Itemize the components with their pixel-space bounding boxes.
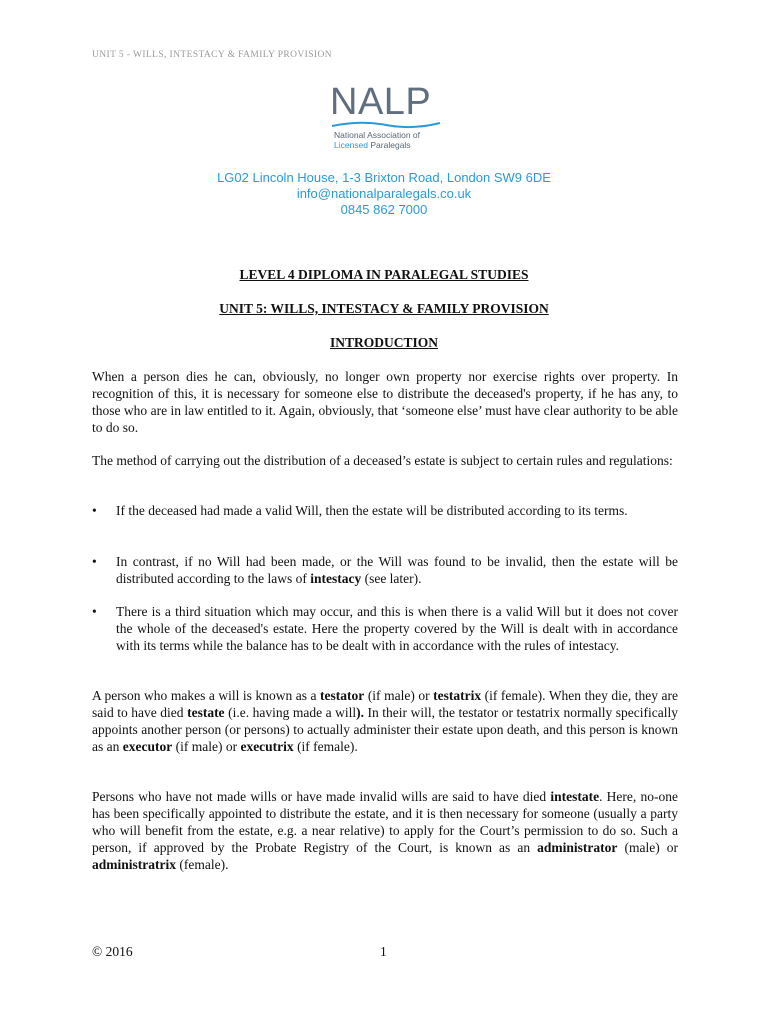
bullet-icon: • [92, 503, 97, 518]
text-run: (female). [176, 857, 229, 872]
diploma-title: LEVEL 4 DIPLOMA IN PARALEGAL STUDIES [239, 267, 529, 282]
text-run: (if male) or [364, 688, 434, 703]
term-administrator: administrator [537, 840, 618, 855]
term-executrix: executrix [240, 739, 294, 754]
text-run: (if male) or [172, 739, 241, 754]
contact-address: LG02 Lincoln House, 1-3 Brixton Road, London SW9 6DE [217, 170, 551, 185]
footer-copyright: © 2016 [92, 944, 133, 959]
section-title: INTRODUCTION [329, 335, 438, 350]
logo-subtitle-rest: Paralegals [368, 140, 411, 150]
bullet-text [116, 553, 678, 587]
text-run: (male) or [617, 840, 678, 855]
text-run: A person who makes a will is known as a [92, 688, 321, 703]
text-run: (i.e. having made a will [224, 705, 357, 720]
term-testate: testate [187, 705, 225, 720]
paragraph-testator [92, 687, 678, 755]
text-run: Persons who have not made wills or have made invalid wills are said to have died [92, 789, 551, 804]
contact-email[interactable]: info@nationalparalegals.co.uk [296, 186, 472, 201]
bullet-text: If the deceased had made a valid Will, then the estate will be distributed according to its terms. [116, 503, 628, 518]
text-run: In contrast, if no Will had been made, or the Will was found to be invalid, then the estate will be distributed according to the laws of [116, 554, 678, 586]
paragraph-method: The method of carrying out the distribution of a deceased’s estate is subject to certain rules and regulations: [92, 453, 673, 468]
text-run: In their will, the testator or testatrix normally specifically appoints another person (or persons) to actually administer their estate upon death, and this person is known as an [92, 705, 678, 754]
text-run: ). [356, 705, 365, 720]
bullet-icon: • [92, 554, 97, 569]
text-run: . Here, no-one has been specifically appointed to distribute the estate, and it is then necessary for someone (usually a party who will benefit from the estate, e.g. a near relative) to apply for the Court’s permission to do so. Such a person, if approved by the Probate Registry of the Court, is known as an [92, 789, 678, 855]
bullet-text: There is a third situation which may occur, and this is when there is a valid Will but it does not cover the whole of the deceased's estate. Here the property covered by the Will is dealt with in accordance with its terms while the balance has to be dealt with in accordance with the rules of intestacy. [116, 604, 678, 653]
logo-subtitle-line1: National Association of [334, 130, 420, 140]
term-testator: testator [320, 688, 365, 703]
term-executor: executor [122, 739, 173, 754]
paragraph-intestate [92, 788, 678, 873]
term-intestate: intestate [550, 789, 600, 804]
nalp-logo [330, 82, 442, 156]
bullet-icon: • [92, 604, 97, 619]
logo-swoosh-icon [330, 120, 442, 130]
term-administratrix: administratrix [92, 857, 176, 872]
logo-subtitle-line2 [334, 140, 444, 150]
running-header: UNIT 5 - WILLS, INTESTACY & FAMILY PROVISION [92, 50, 333, 60]
contact-phone: 0845 862 7000 [340, 202, 428, 217]
page-number: 1 [380, 944, 387, 959]
term-intestacy: intestacy [310, 571, 362, 586]
unit-title: UNIT 5: WILLS, INTESTACY & FAMILY PROVISION [219, 301, 549, 316]
term-testatrix: testatrix [433, 688, 482, 703]
text-run: (see later). [361, 571, 422, 586]
text-run: (if female). When they die, they are said to have died [92, 688, 679, 720]
text-run: (if female). [293, 739, 358, 754]
paragraph-intro: When a person dies he can, obviously, no longer own property nor exercise rights over property. In recognition of this, it is necessary for someone else to distribute the deceased's property, if he has any, to those who are in law entitled to it. Again, obviously, that ‘someone else’ must have clear authority to be able to do so. [92, 369, 678, 435]
logo-subtitle-accent: Licensed [334, 140, 369, 150]
logo-subtitle [334, 130, 444, 150]
logo-wordmark: NALP [330, 81, 432, 123]
